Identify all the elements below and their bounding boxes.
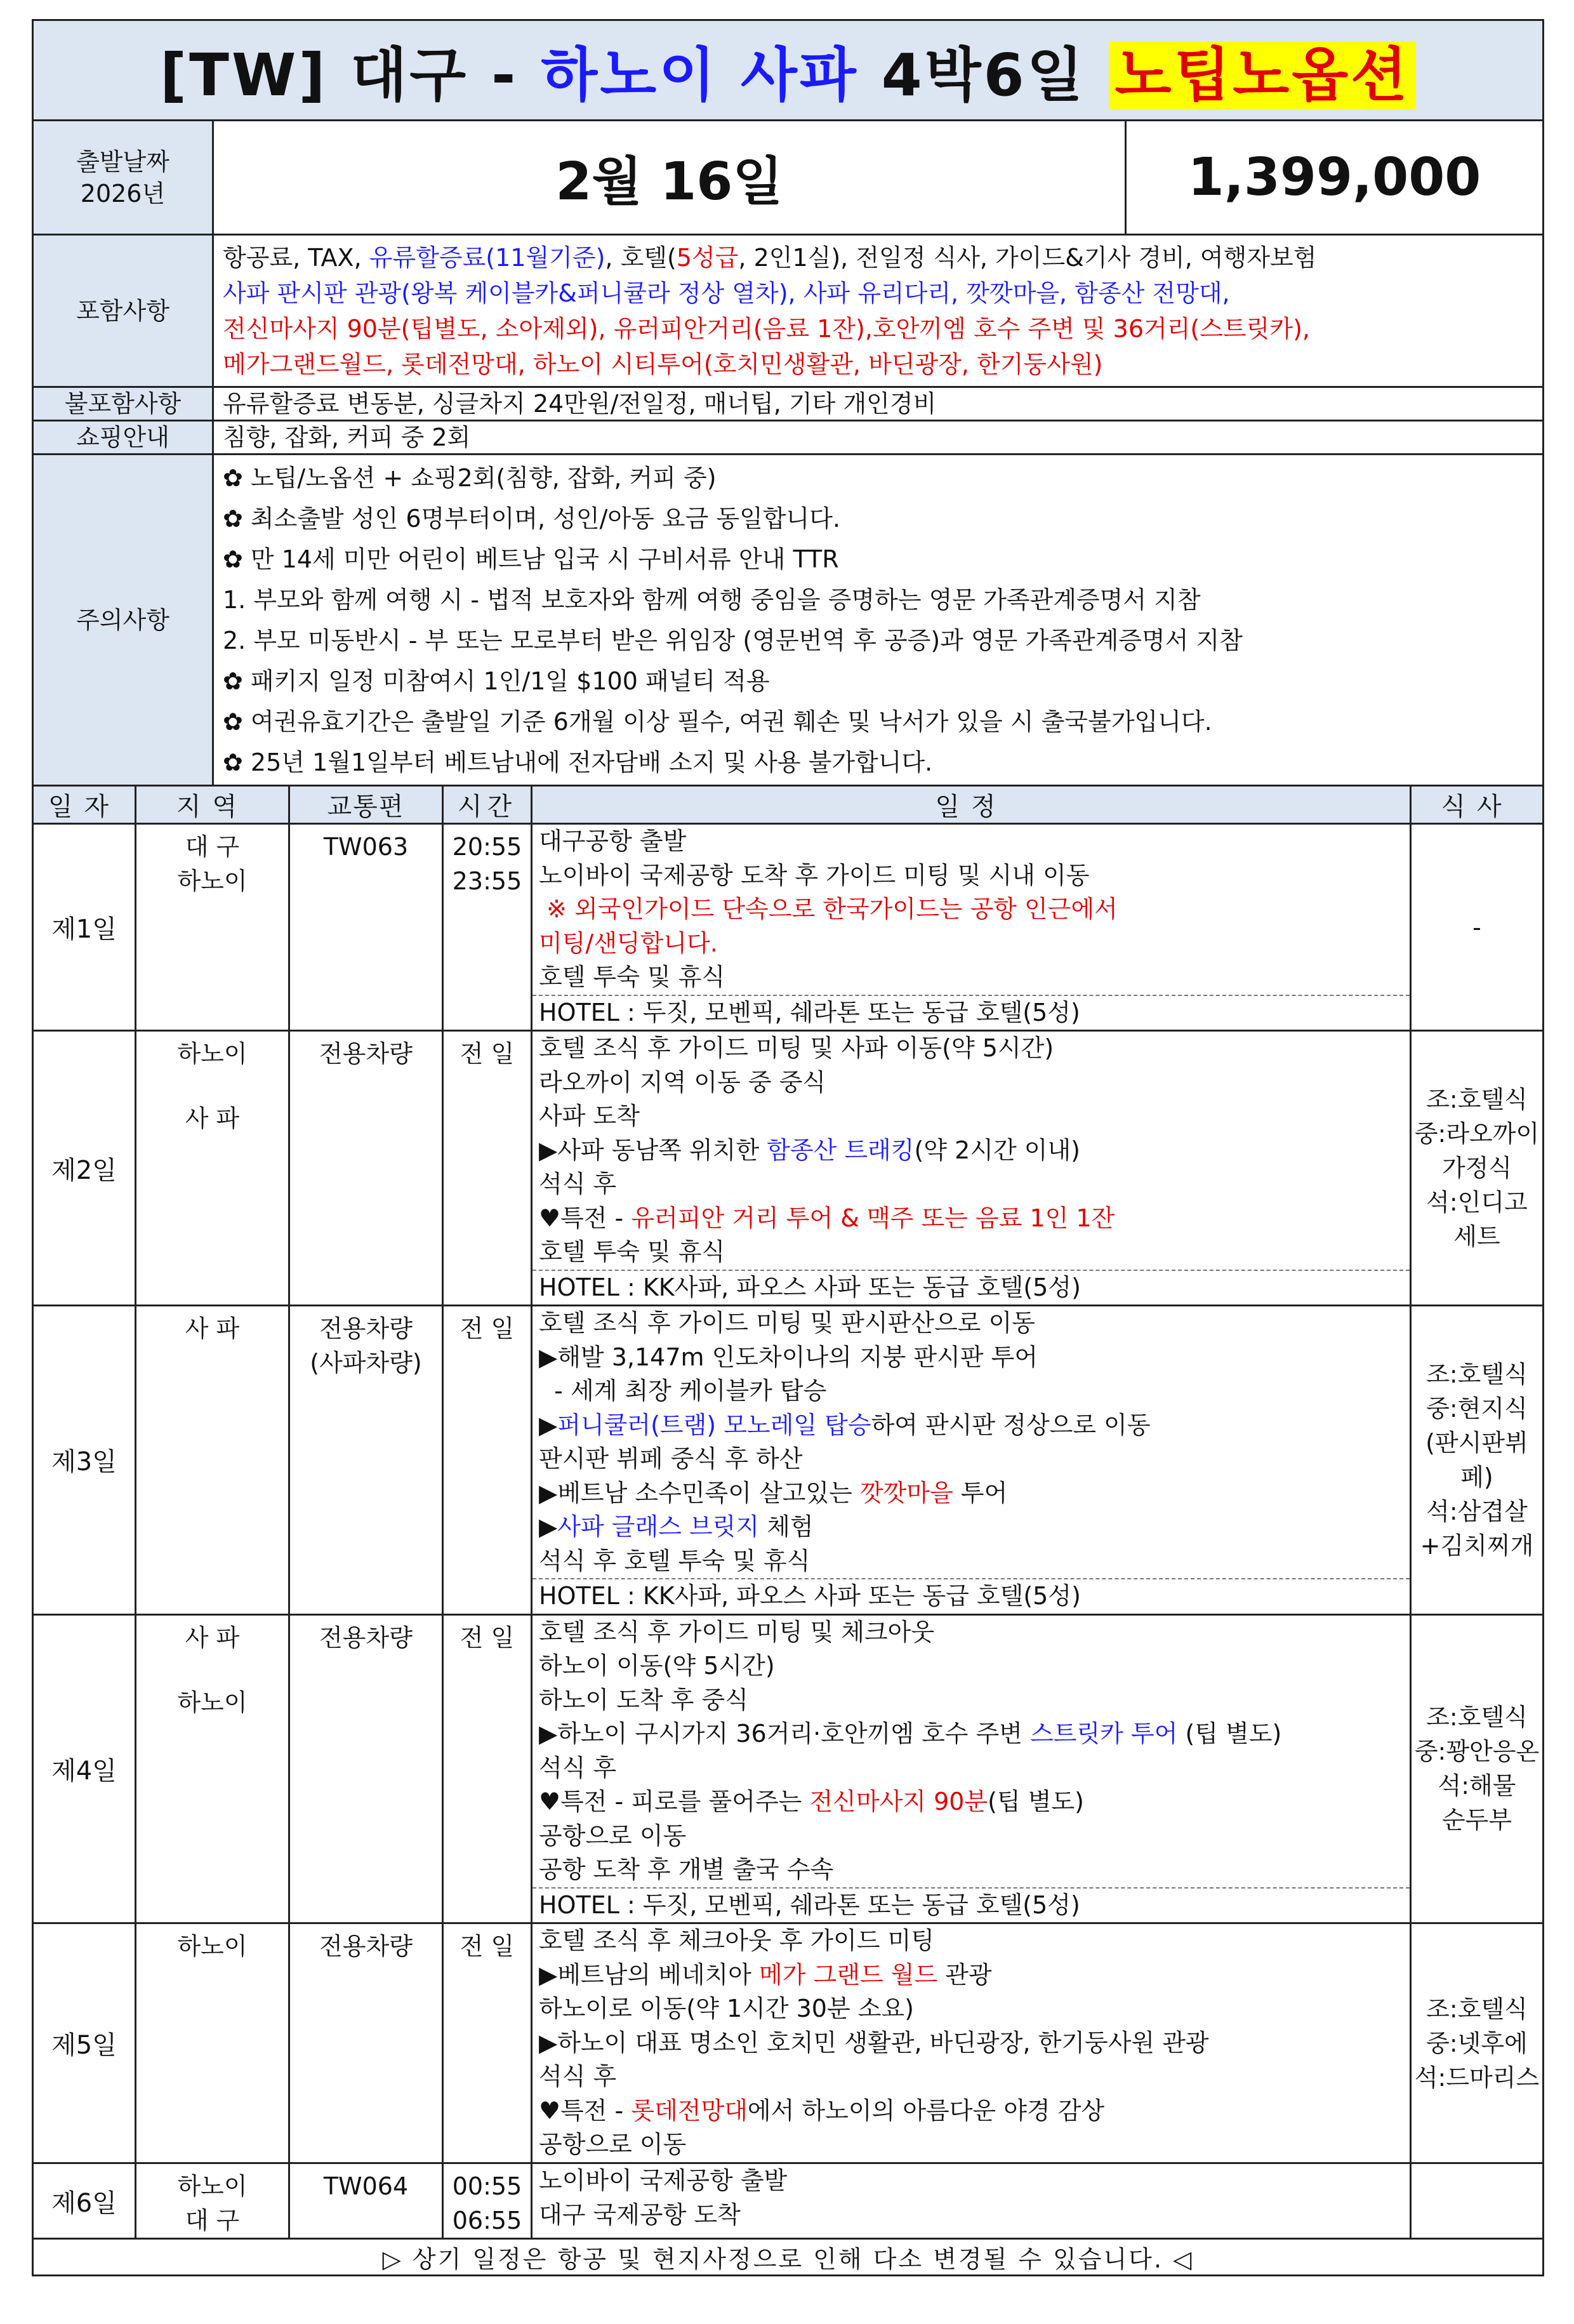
itinerary-line <box>539 1649 1403 1683</box>
schedule-table <box>32 785 1544 2276</box>
itinerary-text: 스트릿카 투어 <box>1030 1720 1178 1748</box>
meal-cell <box>1411 1614 1544 1923</box>
region-cell <box>136 1306 289 1615</box>
included-l1b: 유류할증료(11월기준) <box>369 243 605 272</box>
day-label: 제1일 <box>33 824 136 1031</box>
included-l1c: , 호텔( <box>605 243 677 272</box>
title-badge: 노팁노옵션 <box>1109 41 1416 109</box>
transport-cell <box>289 1923 443 2163</box>
itinerary-line <box>539 1751 1403 1786</box>
departure-label-2: 2026년 <box>80 179 166 208</box>
itinerary-text: - 세계 최장 케이블카 탑승 <box>539 1377 827 1405</box>
itinerary-line <box>539 1544 1403 1579</box>
region-from: 하노이 <box>177 1932 248 1960</box>
col-day: 일자 <box>33 786 136 824</box>
hotel-info: HOTEL : 두짓, 모벤픽, 쉐라톤 또는 동급 호텔(5성) <box>532 1887 1410 1923</box>
itinerary-text: 사파 글래스 브릿지 <box>557 1513 760 1541</box>
itinerary-line <box>539 1477 1403 1511</box>
title-duration: 4박6일 <box>858 41 1109 109</box>
meal-item: 조:호텔식 <box>1426 1086 1528 1113</box>
included-l1e: , 2인1실), 전일정 식사, 가이드&기사 경비, 여행자보험 <box>738 243 1317 272</box>
itinerary-text: ♥특전 - 피로를 풀어주는 <box>539 1788 810 1816</box>
meal-item: 중:꽝안응온 <box>1414 1737 1540 1766</box>
itinerary-line <box>539 2198 1403 2233</box>
region-from: 사 파 <box>185 1315 240 1343</box>
itinerary-line <box>539 1785 1403 1819</box>
itinerary-line <box>539 1134 1403 1168</box>
time-cell <box>443 1306 532 1615</box>
included-line-2: 사파 판시판 관광(왕복 케이블카&퍼니큘라 정상 열차), 사파 유리다리, 깟깟마을, 함종산 전망대, <box>223 279 1230 307</box>
itinerary-text: ♥특전 - <box>539 2096 632 2125</box>
itinerary-text: 라오까이 지역 이동 중 중식 <box>539 1068 826 1096</box>
itinerary-text: 유러피안 거리 투어 & 맥주 또는 음료 1인 1잔 <box>631 1204 1115 1232</box>
time-end: 06:55 <box>452 2207 522 2234</box>
day-label: 제3일 <box>33 1306 136 1615</box>
included-line-1 <box>223 240 1533 276</box>
itinerary-text: 석식 후 <box>539 1753 617 1782</box>
itinerary-line <box>539 1167 1403 1202</box>
note-item: 1. 부모와 함께 여행 시 - 법적 보호자와 함께 여행 중임을 증명하는 영문 가족관계증명서 지참 <box>223 585 1201 614</box>
note-item: ✿ 노팁/노옵션 + 쇼핑2회(침향, 잡화, 커피 중) <box>223 463 717 492</box>
day-label: 제4일 <box>33 1614 136 1923</box>
meal-item: 가정식 <box>1441 1154 1512 1182</box>
itinerary-text: 깟깟마을 <box>859 1478 953 1507</box>
hotel-info: HOTEL : 두짓, 모벤픽, 쉐라톤 또는 동급 호텔(5성) <box>532 995 1410 1030</box>
region-to: 하노이 <box>177 1688 248 1716</box>
transport-cell <box>289 1306 443 1615</box>
itinerary-text: 공항 도착 후 개별 출국 수속 <box>539 1856 834 1883</box>
included-l1d: 5성급 <box>676 243 739 272</box>
notes-label: 주의사항 <box>33 455 213 786</box>
itinerary-line <box>539 1306 1403 1341</box>
title-prefix: [TW] 대구 - <box>160 41 541 109</box>
meal-item: (판시판뷔페) <box>1425 1428 1528 1491</box>
itinerary-cell <box>532 2163 1411 2239</box>
title-route: 하노이 사파 <box>541 41 859 109</box>
region-to: 대 구 <box>185 2207 240 2234</box>
time-start: 00:55 <box>452 2172 522 2200</box>
itinerary-line <box>539 2094 1403 2128</box>
itinerary-line <box>539 1819 1403 1854</box>
itinerary-text: ▶베트남의 베네치아 <box>539 1960 760 1989</box>
notes-list <box>213 455 1544 786</box>
time-cell <box>443 824 532 1031</box>
itinerary-text: 하여 판시판 정상으로 이동 <box>871 1411 1151 1439</box>
day-row <box>33 1306 1544 1615</box>
itinerary-text: 에서 하노이의 아름다운 야경 감상 <box>747 2096 1105 2125</box>
itinerary-text: 공항으로 이동 <box>539 2130 687 2158</box>
departure-label <box>33 121 213 235</box>
region-to: 하노이 <box>177 867 248 895</box>
region-from: 대 구 <box>185 833 240 861</box>
itinerary-text: ▶해발 3,147m 인도차이나의 지붕 판시판 투어 <box>539 1343 1038 1371</box>
itinerary-line <box>539 893 1403 927</box>
meal-cell <box>1411 2163 1544 2239</box>
meal-cell <box>1411 1923 1544 2163</box>
time-start: 전 일 <box>460 1315 515 1343</box>
transport-main: TW064 <box>323 2172 409 2200</box>
itinerary-document <box>32 19 1542 2276</box>
included-line-4: 메가그랜드월드, 롯데전망대, 하노이 시티투어(호치민생활관, 바딘광장, 한기둥사원) <box>223 350 1103 378</box>
region-from: 하노이 <box>177 2172 248 2200</box>
region-cell <box>136 824 289 1031</box>
itinerary-text: ▶ <box>539 1411 558 1439</box>
region-cell <box>136 1614 289 1923</box>
itinerary-text: 노이바이 국제공항 출발 <box>539 2167 788 2195</box>
time-start: 20:55 <box>452 833 522 861</box>
transport-main: 전용차량 <box>319 1932 413 1960</box>
meal-item: 순두부 <box>1441 1806 1512 1835</box>
itinerary-text: 노이바이 국제공항 도착 후 가이드 미팅 및 시내 이동 <box>539 861 1090 889</box>
itinerary-line <box>539 825 1403 859</box>
time-cell <box>443 1923 532 2163</box>
itinerary-cell <box>532 1031 1411 1306</box>
itinerary-line <box>539 2128 1403 2162</box>
itinerary-line <box>539 2164 1403 2198</box>
itinerary-text: 호텔 조식 후 가이드 미팅 및 사파 이동(약 5시간) <box>539 1034 1054 1062</box>
itinerary-text: 하노이로 이동(약 1시간 30분 소요) <box>539 1995 914 2022</box>
meal-item: 중:넷후에 <box>1426 2029 1528 2057</box>
shopping-text: 침향, 잡화, 커피 중 2회 <box>213 421 1544 455</box>
transport-sub: (사파차량) <box>310 1349 422 1377</box>
included-label: 포함사항 <box>33 235 213 387</box>
meal-item: 세트 <box>1453 1223 1500 1251</box>
meal-item: 중:라오까이 <box>1414 1120 1540 1148</box>
page-title <box>33 20 1544 121</box>
itinerary-line <box>539 1853 1403 1887</box>
itinerary-text: 퍼니쿨러(트램) 모노레일 탑승 <box>557 1411 871 1439</box>
itinerary-line <box>539 927 1403 961</box>
time-cell <box>443 2163 532 2239</box>
hotel-info: HOTEL : KK사파, 파오스 사파 또는 동급 호텔(5성) <box>532 1270 1410 1305</box>
included-line-3: 전신마사지 90분(팁별도, 소아제외), 유러피안거리(음료 1잔),호안끼엠 호수 주변 및 36거리(스트릿카), <box>223 314 1310 343</box>
note-item: ✿ 최소출발 성인 6명부터이며, 성인/아동 요금 동일합니다. <box>223 504 841 533</box>
meal-cell <box>1411 1306 1544 1615</box>
meal-item: - <box>1472 913 1481 941</box>
col-itinerary: 일정 <box>532 786 1411 824</box>
itinerary-line <box>539 1683 1403 1718</box>
itinerary-line <box>539 1717 1403 1751</box>
note-item: ✿ 여권유효기간은 출발일 기준 6개월 이상 필수, 여권 훼손 및 낙서가 있을 시 출국불가입니다. <box>223 707 1212 736</box>
itinerary-text: ▶ <box>539 1513 558 1541</box>
itinerary-text: 투어 <box>953 1478 1008 1507</box>
itinerary-text: 석식 후 <box>539 2062 617 2090</box>
day-label: 제2일 <box>33 1031 136 1306</box>
itinerary-line <box>539 2026 1403 2061</box>
transport-cell <box>289 824 443 1031</box>
note-item: 2. 부모 미동반시 - 부 또는 모로부터 받은 위임장 (영문번역 후 공증)과 영문 가족관계증명서 지참 <box>223 626 1243 654</box>
col-region: 지역 <box>136 786 289 824</box>
itinerary-text: 공항으로 이동 <box>539 1821 687 1850</box>
itinerary-line <box>539 1510 1403 1544</box>
itinerary-text: 메가 그랜드 월드 <box>759 1960 938 1989</box>
itinerary-text: 사파 도착 <box>539 1102 640 1130</box>
schedule-body <box>33 824 1544 2239</box>
time-cell <box>443 1031 532 1306</box>
itinerary-text: (팁 별도) <box>1177 1720 1282 1748</box>
region-cell <box>136 1031 289 1306</box>
itinerary-line <box>539 1616 1403 1650</box>
itinerary-text: (약 2시간 이내) <box>914 1136 1080 1164</box>
time-cell <box>443 1614 532 1923</box>
itinerary-text: 관광 <box>937 1960 992 1989</box>
shopping-label: 쇼핑안내 <box>33 421 213 455</box>
day-row <box>33 1614 1544 1923</box>
included-l1a: 항공료, TAX, <box>223 243 369 272</box>
transport-cell <box>289 1614 443 1923</box>
day-row <box>33 824 1544 1031</box>
region-from: 하노이 <box>177 1040 248 1068</box>
col-meal: 식사 <box>1411 786 1544 824</box>
col-transport: 교통편 <box>289 786 443 824</box>
departure-date: 2월 16일 <box>213 121 1126 235</box>
itinerary-text: 석식 후 호텔 투숙 및 휴식 <box>539 1546 810 1575</box>
meal-cell <box>1411 824 1544 1031</box>
transport-main: TW063 <box>323 833 409 861</box>
note-item: ✿ 25년 1월1일부터 베트남내에 전자담배 소지 및 사용 불가합니다. <box>223 748 933 776</box>
region-cell <box>136 1923 289 2163</box>
time-start: 전 일 <box>460 1040 515 1068</box>
day-label: 제5일 <box>33 1923 136 2163</box>
time-end: 23:55 <box>452 867 522 895</box>
meal-cell <box>1411 1031 1544 1306</box>
itinerary-cell <box>532 1306 1411 1615</box>
itinerary-text: 호텔 조식 후 가이드 미팅 및 체크아웃 <box>539 1617 935 1646</box>
region-to: 사 파 <box>185 1105 240 1132</box>
itinerary-text: 전신마사지 90분 <box>809 1788 988 1816</box>
itinerary-line <box>539 859 1403 893</box>
meal-item: 조:호텔식 <box>1426 1360 1528 1388</box>
itinerary-text: 롯데전망대 <box>631 2096 748 2125</box>
itinerary-text: ▶하노이 대표 명소인 호치민 생활관, 바딘광장, 한기둥사원 관광 <box>539 2028 1209 2057</box>
excluded-text: 유류할증료 변동분, 싱글차지 24만원/전일정, 매너팁, 기타 개인경비 <box>213 387 1544 421</box>
meal-item: 석:삼겹살 <box>1426 1497 1528 1525</box>
transport-cell <box>289 2163 443 2239</box>
itinerary-line <box>539 1958 1403 1993</box>
itinerary-line <box>539 1032 1403 1066</box>
itinerary-line <box>539 2060 1403 2094</box>
itinerary-text: 함종산 트래킹 <box>767 1136 915 1164</box>
itinerary-text: (팁 별도) <box>988 1788 1085 1816</box>
price: 1,399,000 <box>1126 121 1544 235</box>
meal-item: +김치찌개 <box>1420 1531 1534 1560</box>
itinerary-text: ▶베트남 소수민족이 살고있는 <box>539 1478 860 1507</box>
excluded-label: 불포함사항 <box>33 387 213 421</box>
itinerary-line <box>539 1066 1403 1100</box>
meal-item: 중:현지식 <box>1426 1394 1528 1423</box>
itinerary-text: 호텔 투숙 및 휴식 <box>539 963 725 991</box>
itinerary-line <box>539 1442 1403 1477</box>
itinerary-text: ♥특전 - <box>539 1204 632 1232</box>
itinerary-text: 하노이 이동(약 5시간) <box>539 1652 775 1680</box>
meal-item: 석:해물 <box>1438 1772 1516 1800</box>
itinerary-text: 호텔 투숙 및 휴식 <box>539 1238 725 1266</box>
itinerary-text: 대구공항 출발 <box>539 827 687 855</box>
note-item: ✿ 패키지 일정 미참여시 1인/1일 $100 패널티 적용 <box>223 667 770 695</box>
itinerary-line <box>539 1409 1403 1443</box>
hotel-info: HOTEL : KK사파, 파오스 사파 또는 동급 호텔(5성) <box>532 1578 1410 1614</box>
time-start: 전 일 <box>460 1932 515 1960</box>
time-start: 전 일 <box>460 1623 515 1652</box>
itinerary-line <box>539 1202 1403 1236</box>
day-label: 제6일 <box>33 2163 136 2239</box>
itinerary-text: 호텔 조식 후 가이드 미팅 및 판시판산으로 이동 <box>539 1309 1036 1337</box>
itinerary-text: 체험 <box>759 1513 814 1541</box>
transport-main: 전용차량 <box>319 1040 413 1068</box>
itinerary-text: 호텔 조식 후 체크아웃 후 가이드 미팅 <box>539 1927 935 1955</box>
itinerary-line <box>539 1341 1403 1375</box>
itinerary-line <box>539 1924 1403 1958</box>
footer-note: ▷ 상기 일정은 항공 및 현지사정으로 인해 다소 변경될 수 있습니다. ◁ <box>33 2239 1544 2276</box>
itinerary-text: 석식 후 <box>539 1170 617 1198</box>
meal-item: 조:호텔식 <box>1426 1995 1528 2023</box>
day-row <box>33 2163 1544 2239</box>
itinerary-cell <box>532 824 1411 1031</box>
transport-cell <box>289 1031 443 1306</box>
note-item: ✿ 만 14세 미만 어린이 베트남 입국 시 구비서류 안내 TTR <box>223 545 839 573</box>
transport-main: 전용차량 <box>319 1623 413 1652</box>
itinerary-text: ▶사파 동남쪽 위치한 <box>539 1136 767 1164</box>
itinerary-line <box>539 960 1403 995</box>
itinerary-line <box>539 1992 1403 2026</box>
itinerary-cell <box>532 1923 1411 2163</box>
day-row <box>33 1031 1544 1306</box>
included-text <box>213 235 1544 387</box>
meal-item: 석:드마리스 <box>1414 2063 1540 2092</box>
itinerary-line <box>539 1235 1403 1270</box>
day-row <box>33 1923 1544 2163</box>
itinerary-text: ※ 외국인가이드 단속으로 한국가이드는 공항 인근에서 <box>539 895 1118 923</box>
itinerary-line <box>539 1374 1403 1409</box>
itinerary-text: 판시판 뷔페 중식 후 하산 <box>539 1445 803 1473</box>
transport-main: 전용차량 <box>319 1315 413 1343</box>
summary-table <box>32 19 1544 787</box>
meal-item: 조:호텔식 <box>1426 1703 1528 1732</box>
itinerary-line <box>539 1099 1403 1134</box>
meal-item: 석:인디고 <box>1426 1188 1528 1216</box>
departure-label-1: 출발날짜 <box>76 147 169 176</box>
itinerary-text: 미팅/샌딩합니다. <box>539 929 718 957</box>
itinerary-text: ▶하노이 구시가지 36거리·호안끼엠 호수 주변 <box>539 1720 1031 1748</box>
itinerary-text: 대구 국제공항 도착 <box>539 2200 741 2229</box>
itinerary-text: 하노이 도착 후 중식 <box>539 1685 748 1714</box>
region-cell <box>136 2163 289 2239</box>
itinerary-cell <box>532 1614 1411 1923</box>
region-from: 사 파 <box>185 1623 240 1652</box>
col-time: 시간 <box>443 786 532 824</box>
